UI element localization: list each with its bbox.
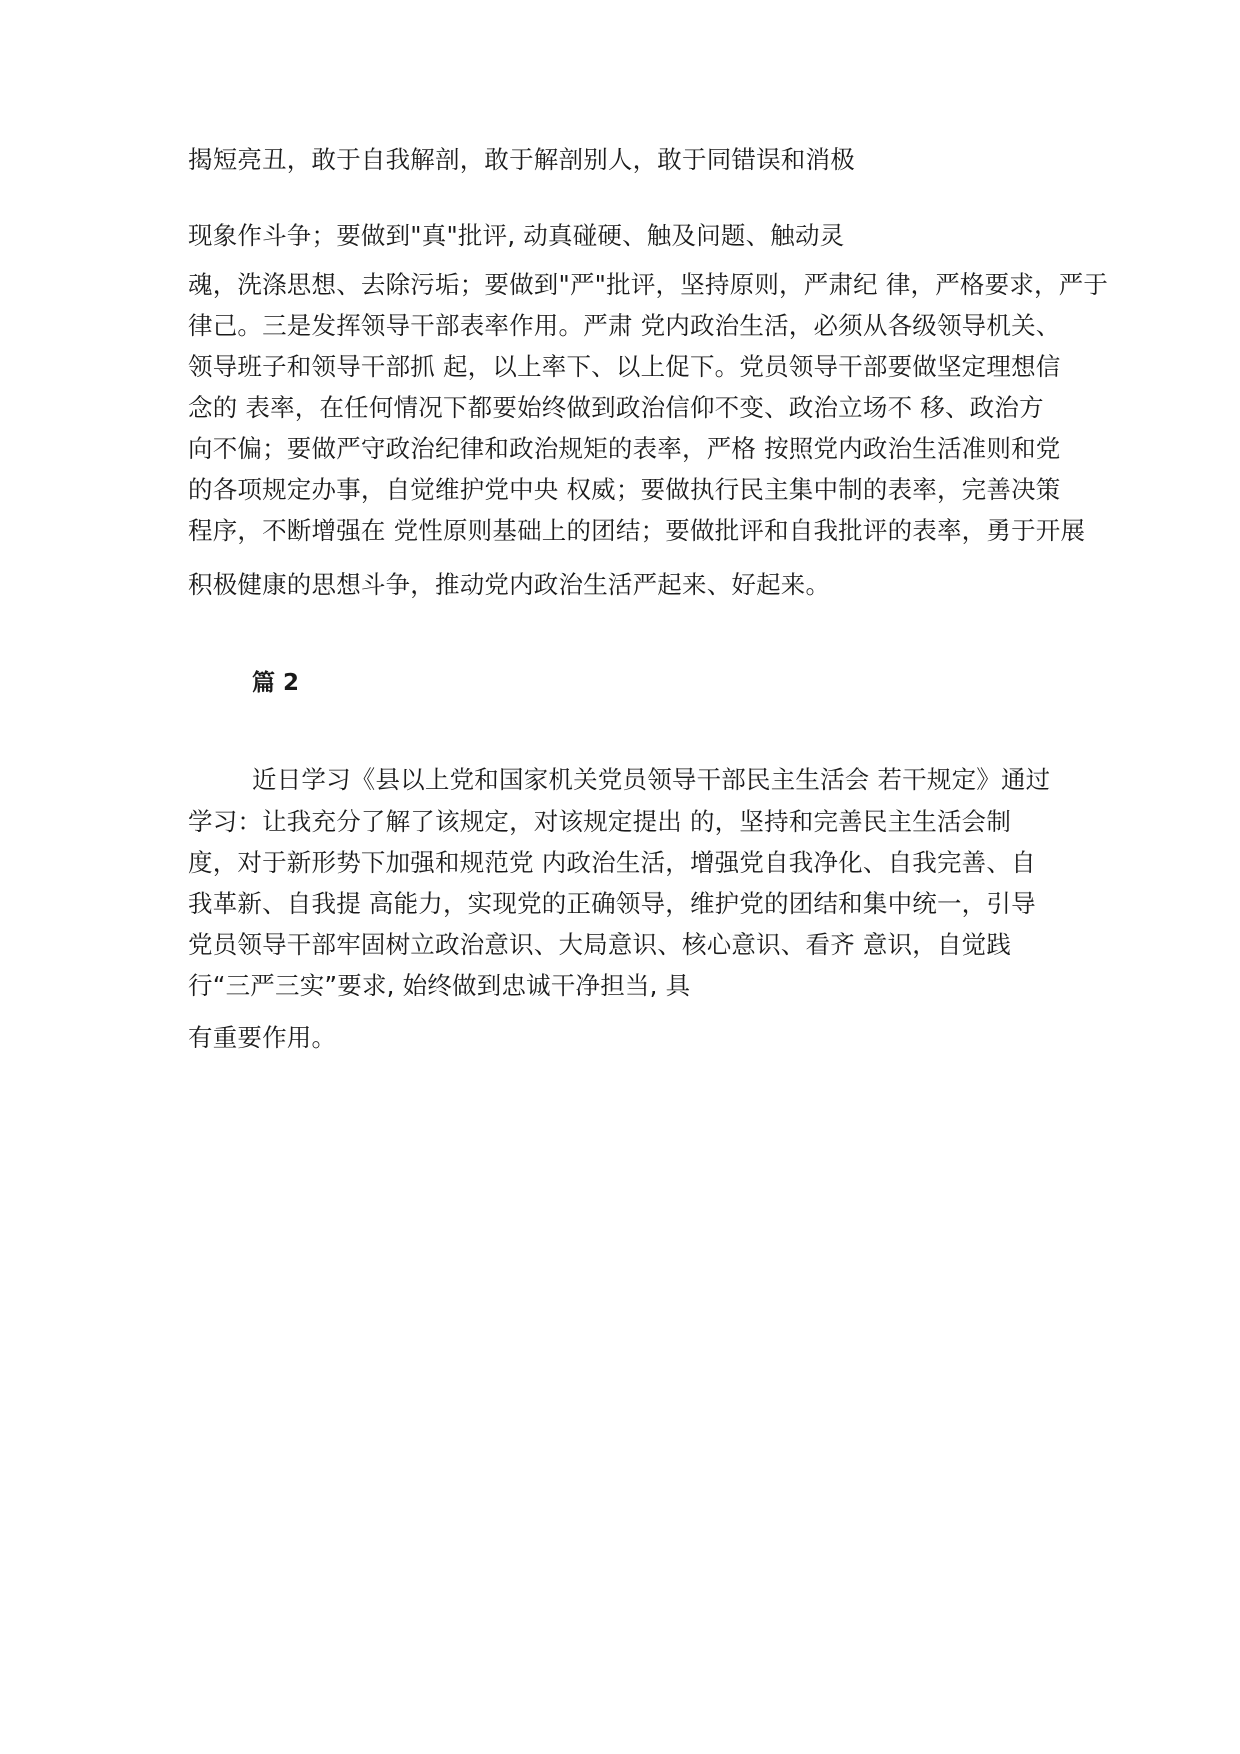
text-line: 的各项规定办事，自觉维护党中央 权威；要做执行民主集中制的表率，完善决策 — [188, 475, 1061, 504]
text-line: 党员领导干部牢固树立政治意识、大局意识、核心意识、看齐 意识，自觉践 — [188, 930, 1012, 959]
text-line: 近日学习《县以上党和国家机关党员领导干部民主生活会 若干规定》通过 — [252, 765, 1051, 794]
text-line: 魂，洗涤思想、去除污垢；要做到"严"批评，坚持原则，严肃纪 律，严格要求，严于 — [188, 270, 1109, 299]
text-line: 向不偏；要做严守政治纪律和政治规矩的表率，严格 按照党内政治生活准则和党 — [188, 434, 1061, 463]
text-line: 有重要作用。 — [188, 1023, 337, 1052]
text-line: 现象作斗争；要做到"真"批评, 动真碰硬、触及问题、触动灵 — [188, 221, 845, 250]
text-line: 行“三严三实”要求, 始终做到忠诚干净担当, 具 — [188, 971, 691, 1000]
section-heading: 篇 2 — [252, 670, 300, 696]
text-line: 念的 表率，在任何情况下都要始终做到政治信仰不变、政治立场不 移、政治方 — [188, 393, 1044, 422]
text-line: 领导班子和领导干部抓 起，以上率下、以上促下。党员领导干部要做坚定理想信 — [188, 352, 1061, 381]
text-line: 我革新、自我提 高能力，实现党的正确领导，维护党的团结和集中统一，引导 — [188, 889, 1036, 918]
text-line: 律己。三是发挥领导干部表率作用。严肃 党内政治生活，必须从各级领导机关、 — [188, 311, 1061, 340]
text-line: 揭短亮丑，敢于自我解剖，敢于解剖别人，敢于同错误和消极 — [188, 145, 855, 174]
text-line: 度，对于新形势下加强和规范党 内政治生活，增强党自我净化、自我完善、自 — [188, 848, 1036, 877]
text-line: 程序，不断增强在 党性原则基础上的团结；要做批评和自我批评的表率，勇于开展 — [188, 516, 1086, 545]
text-line: 积极健康的思想斗争，推动党内政治生活严起来、好起来。 — [188, 570, 831, 599]
text-line: 学习：让我充分了解了该规定，对该规定提出 的，坚持和完善民主生活会制 — [188, 807, 1012, 836]
